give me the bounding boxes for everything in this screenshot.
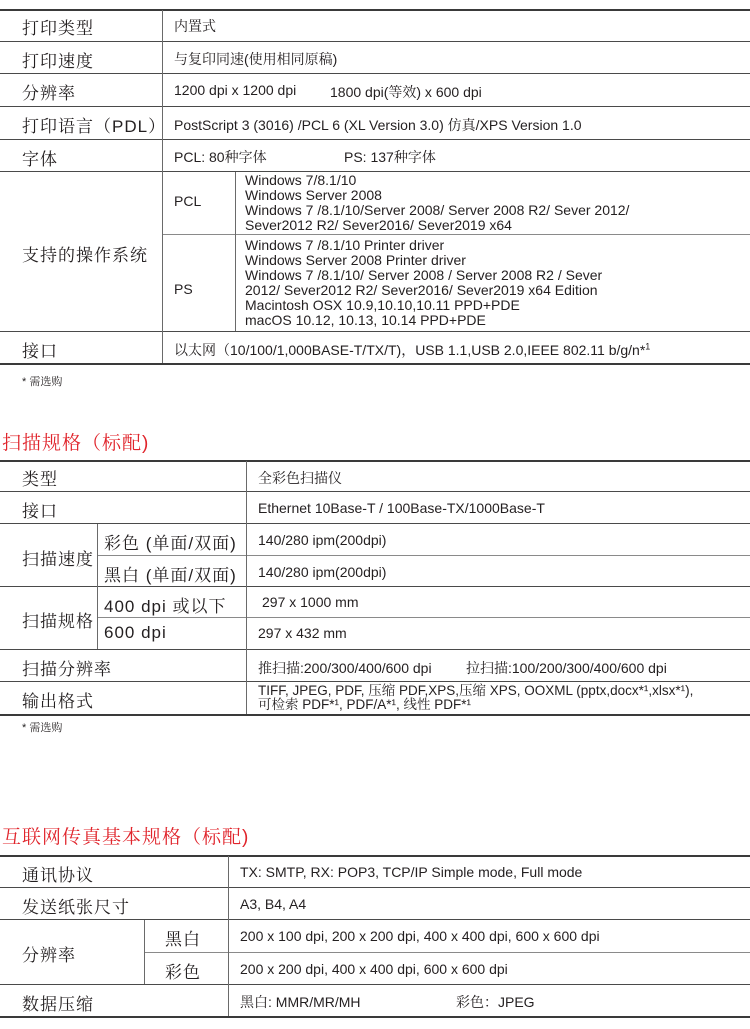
print-type-label: 打印类型: [22, 19, 94, 38]
print-font-value-2: PS: 137种字体: [344, 149, 436, 165]
scan-interface-value: Ethernet 10Base-T / 100Base-TX/1000Base-T: [258, 500, 545, 516]
scan-speed-bw-label: 黑白 (单面/双面): [104, 566, 237, 585]
fax-compression-value: 黑白: MMR/MR/MH: [240, 994, 361, 1010]
print-os-pcl-line-1: Windows 7/8.1/10: [245, 172, 357, 188]
scan-speed-bw-value: 140/280 ipm(200dpi): [258, 564, 387, 580]
scan-output-label: 输出格式: [22, 692, 94, 711]
print-os-pcl-label: PCL: [174, 193, 202, 209]
scan-resolution-label: 扫描分辨率: [22, 660, 112, 679]
scan-size-label: 扫描规格: [22, 612, 94, 631]
fax-protocol-value: TX: SMTP, RX: POP3, TCP/IP Simple mode, Full mode: [240, 864, 583, 880]
print-speed-value: 与复印同速(使用相同原稿): [174, 51, 338, 67]
print-os-ps-line-6: macOS 10.12, 10.13, 10.14 PPD+PDE: [245, 312, 486, 328]
fax-resolution-color-value: 200 x 200 dpi, 400 x 400 dpi, 600 x 600 dpi: [240, 961, 508, 977]
fax-paper-label: 发送纸张尺寸: [22, 898, 130, 917]
fax-resolution-label: 分辨率: [22, 946, 76, 965]
print-os-ps-line-2: Windows Server 2008 Printer driver: [245, 252, 466, 268]
print-os-ps-line-1: Windows 7 /8.1/10 Printer driver: [245, 237, 445, 253]
scan-size-a-label: 400 dpi 或以下: [104, 597, 227, 616]
print-interface-value: 以太网（10/100/1,000BASE-T/TX/T)，USB 1.1,USB 2.0,IEEE 802.11 b/g/n*$^1$: [174, 341, 651, 358]
print-footnote: * 需选购: [22, 376, 63, 388]
print-os-ps-line-5: Macintosh OSX 10.9,10.10,10.11 PPD+PDE: [245, 297, 520, 313]
scan-speed-color-value: 140/280 ipm(200dpi): [258, 532, 387, 548]
print-speed-label: 打印速度: [22, 52, 94, 71]
scan-output-line-2: 可检索 PDF*¹, PDF/A*¹, 线性 PDF*¹: [258, 697, 472, 712]
fax-resolution-bw-value: 200 x 100 dpi, 200 x 200 dpi, 400 x 400 dpi, 600 x 600 dpi: [240, 928, 600, 944]
print-os-label: 支持的操作系统: [22, 246, 148, 265]
print-resolution-value-2: 1800 dpi(等效) x 600 dpi: [330, 84, 482, 100]
scan-size-a-value: 297 x 1000 mm: [262, 594, 359, 610]
scan-section-title: 扫描规格（标配): [2, 433, 150, 454]
fax-compression-label: 数据压缩: [22, 995, 94, 1014]
fax-paper-value: A3, B4, A4: [240, 896, 307, 912]
print-interface-label: 接口: [22, 342, 58, 361]
scan-speed-label: 扫描速度: [22, 550, 94, 569]
scan-type-value: 全彩色扫描仪: [258, 470, 342, 486]
print-os-ps-label: PS: [174, 281, 193, 297]
print-os-pcl-line-3: Windows 7 /8.1/10/Server 2008/ Server 2008 R2/ Sever 2012/: [245, 202, 630, 218]
print-os-ps-line-3: Windows 7 /8.1/10/ Server 2008 / Server 2008 R2 / Sever: [245, 267, 603, 283]
scan-type-label: 类型: [22, 470, 58, 489]
fax-protocol-label: 通讯协议: [22, 866, 94, 885]
fax-compression-value-2: 彩色：JPEG: [456, 994, 535, 1010]
print-resolution-label: 分辨率: [22, 84, 76, 103]
print-type-value: 内置式: [174, 18, 216, 34]
scan-interface-label: 接口: [22, 502, 58, 521]
print-pdl-value: PostScript 3 (3016) /PCL 6 (XL Version 3.0) 仿真/XPS Version 1.0: [174, 117, 582, 133]
scan-size-b-value: 297 x 432 mm: [258, 625, 347, 641]
print-font-label: 字体: [22, 150, 58, 169]
print-os-pcl-line-2: Windows Server 2008: [245, 187, 382, 203]
fax-resolution-color-label: 彩色: [165, 963, 201, 982]
fax-resolution-bw-label: 黑白: [165, 930, 201, 949]
print-font-value: PCL: 80种字体: [174, 149, 267, 165]
scan-resolution-value: 推扫描:200/300/400/600 dpi: [258, 660, 432, 676]
print-os-pcl-line-4: Sever2012 R2/ Sever2016/ Sever2019 x64: [245, 217, 512, 233]
print-resolution-value: 1200 dpi x 1200 dpi: [174, 82, 297, 98]
scan-speed-color-label: 彩色 (单面/双面): [104, 534, 237, 553]
print-pdl-label: 打印语言（PDL）: [22, 117, 167, 136]
fax-section-title: 互联网传真基本规格（标配): [2, 827, 250, 848]
scan-resolution-value-2: 拉扫描:100/200/300/400/600 dpi: [466, 660, 667, 676]
scan-output-line-1: TIFF, JPEG, PDF, 压缩 PDF,XPS,压缩 XPS, OOXML (pptx,docx*¹,xlsx*¹),: [258, 683, 694, 698]
scan-footnote: * 需选购: [22, 722, 63, 734]
scan-size-b-label: 600 dpi: [104, 623, 167, 642]
print-os-ps-line-4: 2012/ Sever2012 R2/ Sever2016/ Sever2019 x64 Edition: [245, 282, 598, 298]
